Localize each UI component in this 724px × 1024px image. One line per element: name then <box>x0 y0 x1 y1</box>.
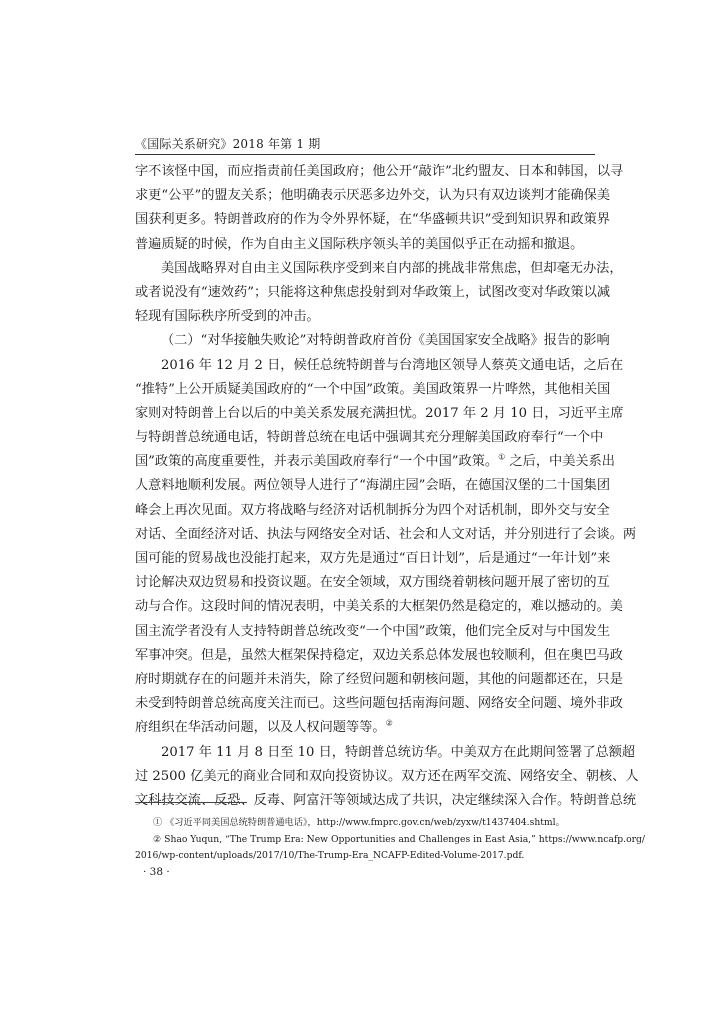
body-line-text: 求更“公平”的盟友关系；他明确表示厌恶多边外交，认为只有双边谈判才能确保美 <box>135 188 611 204</box>
body-line-text: 府组织在华活动问题，以及人权问题等等。 <box>135 720 386 736</box>
body-line <box>135 595 623 619</box>
page-number: · 38 · <box>143 866 170 878</box>
body-line-text: 与特朗普总统通电话，特朗普总统在电话中强调其充分理解美国政府奉行“一个中 <box>135 430 604 446</box>
body-line-text: （二）“对华接触失败论”对特朗普政府首份《美国国家安全战略》报告的影响 <box>161 333 610 349</box>
body-line-text: 字不该怪中国，而应指责前任美国政府；他公开“敲诈”北约盟友、日本和韩国，以寻 <box>135 164 624 179</box>
body-line <box>135 523 637 547</box>
body-line-text: 动与合作。这段时间的情况表明，中美关系的大框架仍然是稳定的，难以撼动的。美 <box>135 599 623 615</box>
body-line <box>135 620 611 644</box>
body-line <box>135 208 611 232</box>
footnote-line: 2016/wp-content/uploads/2017/10/The-Trump-Era_NCAFP-Edited-Volume-2017.pdf. <box>135 850 525 861</box>
body-line-text: 未受到特朗普总统高度关注而已。这些问题包括南海问题、网络安全问题、境外非政 <box>135 696 623 712</box>
body-line <box>135 789 637 813</box>
body-line <box>135 354 624 378</box>
body-line-text: 国”政策的高度重要性，并表示美国政府奉行“一个中国”政策。 <box>135 454 499 470</box>
body-line-text: 对话、全面经济对话、执法与网络安全对话、社会和人文对话，并分别进行了会谈。两 <box>135 526 637 542</box>
body-line-text: 轻现有国际秩序所受到的冲击。 <box>135 309 320 325</box>
body-line <box>135 329 610 353</box>
footnote-rule <box>135 802 247 803</box>
body-line-text: 军事冲突。但是，虽然大框架保持稳定，双边关系总体发展也较顺利，但在奥巴马政 <box>135 647 623 663</box>
footnote-marker[interactable]: ② <box>385 718 393 728</box>
body-line-text: 国主流学者没有人支持特朗普总统改变“一个中国”政策，他们完全反对与中国发生 <box>135 623 611 639</box>
body-line-text: 峰会上再次见面。双方将战略与经济对话机制拆分为四个对话机制，即外交与安全 <box>135 502 610 518</box>
body-line <box>135 305 595 329</box>
body-line-text: 讨论解决双边贸易和投资议题。在安全领域，双方围绕着朝核问题开展了密切的互 <box>135 575 610 591</box>
body-line <box>135 233 595 257</box>
body-line <box>135 692 623 716</box>
footnote-line: ② Shao Yuqun, “The Trump Era: New Opportunities and Challenges in East Asia,” https://www.ncafp.org/ <box>153 833 645 845</box>
body-line <box>135 281 611 305</box>
footnote-line: ① 《习近平同美国总统特朗普通电话》，http://www.fmprc.gov.cn/web/zyxw/t1437404.shtml。 <box>153 817 565 828</box>
body-line <box>135 257 623 281</box>
body-line-text: 或者说没有“速效药”；只能将这种焦虑投射到对华政策上，试图改变对华政策以减 <box>135 284 611 300</box>
body-line-text: 2017 年 11 月 8 日至 10 日，特朗普总统访华。中美双方在此期间签署了总额超 <box>161 744 636 760</box>
body-line <box>135 160 624 184</box>
body-line <box>135 450 615 474</box>
body-line <box>135 741 636 765</box>
body-line <box>135 765 639 789</box>
body-line-text: 府时期就存在的问题并未消失，除了经贸问题和朝核问题，其他的问题都还在，只是 <box>135 671 623 687</box>
footnotes <box>135 815 645 865</box>
body-line <box>135 716 595 740</box>
body-line <box>135 184 611 208</box>
body-line-text: 过 2500 亿美元的商业合同和双向投资协议。双方还在两军交流、网络安全、朝核、人 <box>135 768 639 784</box>
body-line-text: 文科技交流、反恐、反毒、阿富汗等领域达成了共识，决定继续深入合作。特朗普总统 <box>135 792 637 808</box>
body-line <box>135 402 624 426</box>
body-line <box>135 426 604 450</box>
body-line <box>135 474 611 498</box>
body-line-text: 国可能的贸易战也没能打起来，双方先是通过“百日计划”，后是通过“一年计划”来 <box>135 551 611 566</box>
header-rule <box>135 154 595 155</box>
body-line <box>135 644 623 668</box>
body-text <box>135 160 639 813</box>
body-line-text: 2016 年 12 月 2 日，候任总统特朗普与台湾地区领导人蔡英文通电话，之后在 <box>161 357 624 373</box>
body-line <box>135 547 611 571</box>
footnote-marker[interactable]: ① <box>498 452 506 462</box>
body-line-text: 家则对特朗普上台以后的中美关系发展充满担忧。2017 年 2 月 10 日，习近平主席 <box>135 405 624 421</box>
body-line-text: “推特”上公开质疑美国政府的“一个中国”政策。美国政策界一片哗然，其他相关国 <box>135 381 611 397</box>
body-line-text-after: 之后，中美关系出 <box>505 454 615 470</box>
body-line-text: 国获利更多。特朗普政府的作为令外界怀疑，在“华盛顿共识”受到知识界和政策界 <box>135 212 611 228</box>
body-line <box>135 378 611 402</box>
body-line <box>135 571 610 595</box>
body-line-text: 人意料地顺利发展。两位领导人进行了“海湖庄园”会晤，在德国汉堡的二十国集团 <box>135 478 611 494</box>
body-line <box>135 668 623 692</box>
body-line <box>135 499 610 523</box>
running-header: 《国际关系研究》2018 年第 1 期 <box>135 137 321 151</box>
body-line-text: 美国战略界对自由主义国际秩序受到来自内部的挑战非常焦虑，但却毫无办法， <box>161 260 623 276</box>
body-line-text: 普遍质疑的时候，作为自由主义国际秩序领头羊的美国似乎正在动摇和撤退。 <box>135 236 584 252</box>
